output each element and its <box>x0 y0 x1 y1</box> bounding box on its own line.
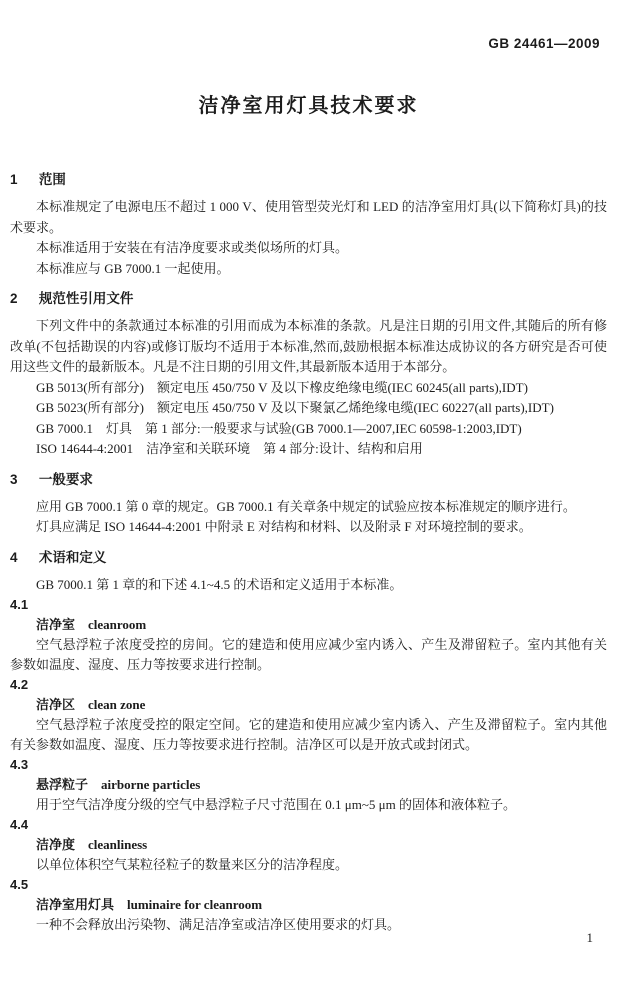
paragraph: 本标准规定了电源电压不超过 1 000 V、使用管型荧光灯和 LED 的洁净室用灯具(以下简称灯具)的技术要求。 <box>10 199 607 235</box>
term-name <box>10 835 607 855</box>
section-4-title: 术语和定义 <box>38 549 107 565</box>
section-3-heading <box>10 470 607 490</box>
section-2-number: 2 <box>10 291 18 306</box>
term-name <box>10 615 607 635</box>
term-luminaire-for-cleanroom <box>10 875 607 935</box>
section-terms-definitions <box>10 548 607 936</box>
term-definition: 空气悬浮粒子浓度受控的房间。它的建造和使用应减少室内诱入、产生及滞留粒子。室内其他有关参数如温度、湿度、压力等按要求进行控制。 <box>10 637 607 672</box>
term-name <box>10 775 607 795</box>
term-cleanliness <box>10 815 607 875</box>
reference-item: GB 7000.1 灯具 第 1 部分:一般要求与试验(GB 7000.1—2007,IEC 60598-1:2003,IDT) <box>36 420 522 436</box>
terms-list <box>10 595 607 935</box>
page-number: 1 <box>586 930 593 945</box>
term-cleanroom <box>10 595 607 675</box>
paragraph: GB 7000.1 第 1 章的和下述 4.1~4.5 的术语和定义适用于本标准。 <box>36 576 403 592</box>
page-header <box>10 36 607 52</box>
term-airborne-particles <box>10 755 607 815</box>
term-number: 4.5 <box>10 877 29 892</box>
term-name-en: airborne particles <box>101 777 201 792</box>
term-name-cn: 悬浮粒子 <box>36 777 89 792</box>
term-name <box>10 895 607 915</box>
term-definition: 一种不会释放出污染物、满足洁净室或洁净区使用要求的灯具。 <box>36 917 401 932</box>
section-3-title: 一般要求 <box>38 471 93 487</box>
section-1-title: 范围 <box>38 172 66 187</box>
paragraph: 本标准适用于安装在有洁净度要求或类似场所的灯具。 <box>36 240 349 255</box>
paragraph: 下列文件中的条款通过本标准的引用而成为本标准的条款。凡是注日期的引用文件,其随后的所有修改单(不包括勘误的内容)或修订版均不适用于本标准,然而,鼓励根据本标准达成协议的各方研究是否可使用这些文件的最新版本。凡是不注日期的引用文件,其最新版本适用于本部分。 <box>10 318 607 374</box>
term-number: 4.3 <box>10 757 29 772</box>
section-normative-references <box>10 289 607 460</box>
section-1-heading <box>10 170 607 190</box>
term-name <box>10 695 607 715</box>
term-clean-zone <box>10 675 607 755</box>
reference-item: ISO 14644-4:2001 洁净室和关联环境 第 4 部分:设计、结构和启用 <box>36 441 423 456</box>
term-name-cn: 洁净区 <box>36 697 76 712</box>
section-1-number: 1 <box>10 172 18 187</box>
section-2-heading <box>10 289 607 309</box>
section-4-number: 4 <box>10 549 18 565</box>
paragraph: 应用 GB 7000.1 第 0 章的规定。GB 7000.1 有关章条中规定的试验应按本标准规定的顺序进行。 <box>36 498 576 514</box>
term-name-en: cleanliness <box>88 837 148 852</box>
term-definition: 用于空气洁净度分级的空气中悬浮粒子尺寸范围在 0.1 μm~5 μm 的固体和液体粒子。 <box>36 797 516 812</box>
term-name-cn: 洁净室用灯具 <box>36 897 115 912</box>
term-name-en: cleanroom <box>88 617 147 632</box>
standard-code: GB 24461—2009 <box>488 36 600 51</box>
section-2-title: 规范性引用文件 <box>38 291 134 306</box>
term-definition: 以单位体积空气某粒径粒子的数量来区分的洁净程度。 <box>36 857 349 872</box>
paragraph: 灯具应满足 ISO 14644-4:2001 中附录 E 对结构和材料、以及附录 F 对环境控制的要求。 <box>36 519 532 534</box>
term-name-en: clean zone <box>88 697 146 712</box>
reference-item: GB 5013(所有部分) 额定电压 450/750 V 及以下橡皮绝缘电缆(IEC 60245(all parts),IDT) <box>36 379 528 395</box>
term-name-en: luminaire for cleanroom <box>127 897 263 912</box>
term-definition: 空气悬浮粒子浓度受控的限定空间。它的建造和使用应减少室内诱入、产生及滞留粒子。室内其他有关参数如温度、湿度、压力等按要求进行控制。洁净区可以是开放式或封闭式。 <box>10 717 607 752</box>
term-name-cn: 洁净室 <box>36 617 76 632</box>
section-3-number: 3 <box>10 471 18 487</box>
term-number: 4.4 <box>10 817 29 832</box>
section-scope <box>10 170 607 279</box>
term-number: 4.2 <box>10 677 29 692</box>
term-name-cn: 洁净度 <box>36 837 76 852</box>
reference-item: GB 5023(所有部分) 额定电压 450/750 V 及以下聚氯乙烯绝缘电缆(IEC 60227(all parts),IDT) <box>36 400 554 415</box>
document-title: 洁净室用灯具技术要求 <box>198 95 419 117</box>
term-number: 4.1 <box>10 597 29 612</box>
section-general-requirements <box>10 470 607 538</box>
section-4-heading <box>10 548 607 568</box>
paragraph: 本标准应与 GB 7000.1 一起使用。 <box>36 260 230 276</box>
